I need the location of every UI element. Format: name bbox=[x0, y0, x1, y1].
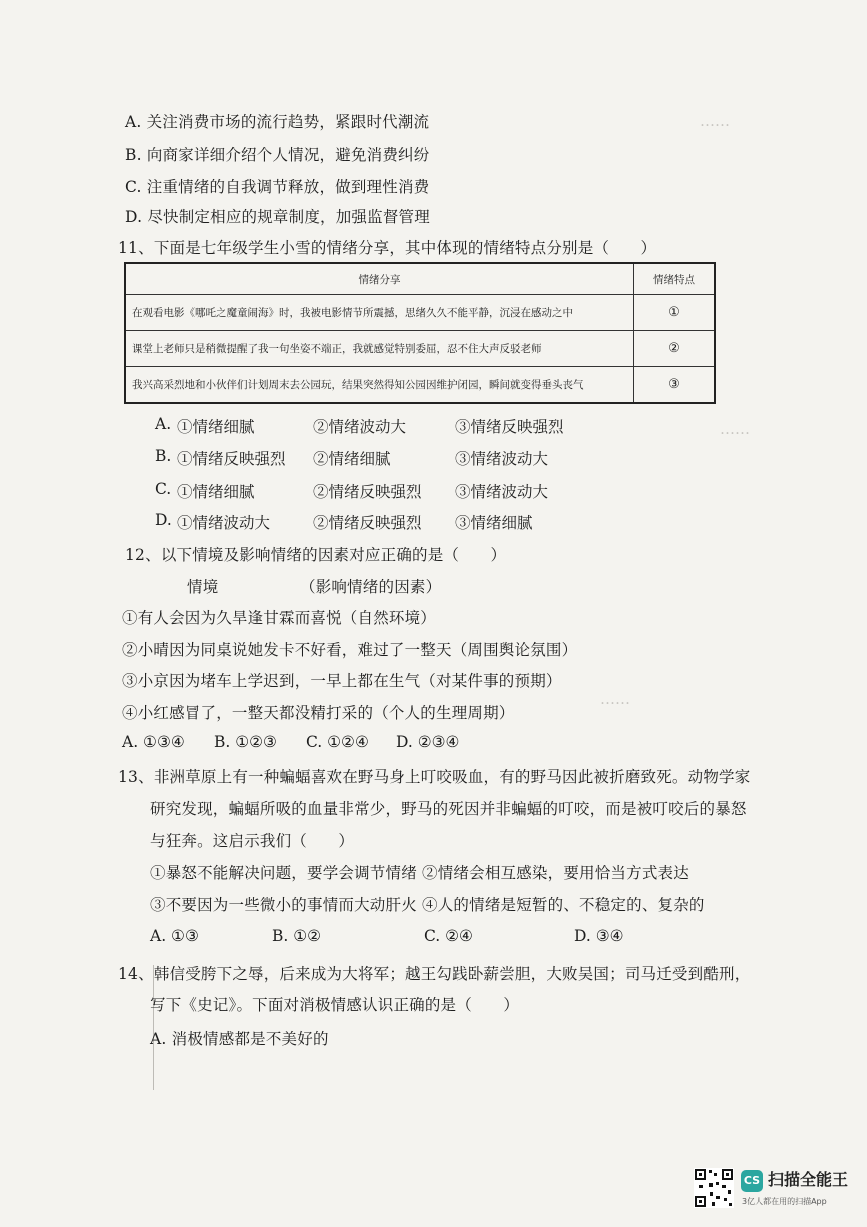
scanner-tagline: 3亿人都在用的扫描App bbox=[742, 1197, 827, 1206]
q12-option-c: C. ①②④ bbox=[306, 733, 369, 751]
q14-stem-line-2: 写下《史记》。下面对消极情感认识正确的是（ ） bbox=[150, 996, 520, 1014]
q12-header-situation: 情境 bbox=[187, 578, 219, 596]
option-part-2: ②情绪细腻 bbox=[313, 450, 391, 468]
q10-option-a: A. 关注消费市场的流行趋势，紧跟时代潮流 bbox=[125, 113, 430, 131]
q13-stem-line-2: 研究发现，蝙蝠所吸的血量非常少，野马的死因并非蝙蝠的叮咬，而是被叮咬后的暴怒 bbox=[150, 800, 747, 818]
q14-option-a: A. 消极情感都是不美好的 bbox=[150, 1030, 329, 1048]
table-row bbox=[125, 367, 715, 404]
qr-code-icon bbox=[694, 1168, 734, 1208]
bleed-through-text: …… bbox=[700, 112, 730, 130]
q13-option-c: C. ②④ bbox=[424, 927, 473, 945]
table-cell-share: 我兴高采烈地和小伙伴们计划周末去公园玩，结果突然得知公园因维护闭园，瞬间就变得垂头丧气 bbox=[125, 367, 634, 404]
option-part-1: ①情绪细腻 bbox=[177, 418, 255, 436]
q11-stem: 11、下面是七年级学生小雪的情绪分享，其中体现的情绪特点分别是（ ） bbox=[118, 239, 657, 257]
q13-item-1: ①暴怒不能解决问题，要学会调节情绪 ②情绪会相互感染，要用恰当方式表达 bbox=[150, 864, 689, 882]
option-part-1: ①情绪细腻 bbox=[177, 483, 255, 501]
q12-option-a: A. ①③④ bbox=[122, 733, 185, 751]
option-part-3: ③情绪反映强烈 bbox=[455, 418, 564, 436]
option-label: D. bbox=[155, 511, 172, 529]
q10-option-b: B. 向商家详细介绍个人情况，避免消费纠纷 bbox=[125, 146, 430, 164]
table-row bbox=[125, 331, 715, 367]
q13-item-2: ③不要因为一些微小的事情而大动肝火 ④人的情绪是短暂的、不稳定的、复杂的 bbox=[150, 896, 705, 914]
option-label: C. bbox=[155, 480, 172, 498]
q13-option-a: A. ①③ bbox=[150, 927, 199, 945]
option-part-2: ②情绪反映强烈 bbox=[313, 483, 422, 501]
table-cell-share: 在观看电影《哪吒之魔童闹海》时，我被电影情节所震撼，思绪久久不能平静，沉浸在感动之中 bbox=[125, 295, 634, 331]
table-header-share: 情绪分享 bbox=[125, 263, 634, 295]
q12-header-factor: （影响情绪的因素） bbox=[300, 578, 442, 596]
option-part-1: ①情绪波动大 bbox=[177, 514, 271, 532]
table-row bbox=[125, 295, 715, 331]
table-cell-trait: ① bbox=[634, 295, 716, 331]
table-header-trait: 情绪特点 bbox=[634, 263, 716, 295]
option-part-2: ②情绪反映强烈 bbox=[313, 514, 422, 532]
table-cell-trait: ③ bbox=[634, 367, 716, 404]
scanner-logo: CS bbox=[741, 1170, 763, 1192]
q12-item-4: ④小红感冒了，一整天都没精打采的（个人的生理周期） bbox=[122, 704, 515, 722]
q13-option-d: D. ③④ bbox=[574, 927, 624, 945]
q12-stem: 12、以下情境及影响情绪的因素对应正确的是（ ） bbox=[125, 546, 507, 564]
option-label: B. bbox=[155, 447, 172, 465]
option-part-1: ①情绪反映强烈 bbox=[177, 450, 286, 468]
table-header-row bbox=[125, 263, 715, 295]
q13-stem-line-1: 13、非洲草原上有一种蝙蝠喜欢在野马身上叮咬吸血，有的野马因此被折磨致死。动物学家 bbox=[118, 768, 751, 786]
option-part-3: ③情绪波动大 bbox=[455, 483, 549, 501]
q10-option-d: D. 尽快制定相应的规章制度，加强监督管理 bbox=[125, 208, 430, 226]
option-part-3: ③情绪波动大 bbox=[455, 450, 549, 468]
q13-option-b: B. ①② bbox=[272, 927, 322, 945]
emotion-share-table bbox=[124, 262, 716, 404]
q12-option-d: D. ②③④ bbox=[396, 733, 460, 751]
q12-item-1: ①有人会因为久旱逢甘霖而喜悦（自然环境） bbox=[122, 609, 437, 627]
table-cell-trait: ② bbox=[634, 331, 716, 367]
bleed-through-text: …… bbox=[720, 420, 750, 438]
q10-option-c: C. 注重情绪的自我调节释放，做到理性消费 bbox=[125, 178, 430, 196]
bleed-through-text: …… bbox=[600, 690, 630, 708]
q14-stem-line-1: 14、韩信受胯下之辱，后来成为大将军；越王勾践卧薪尝胆，大败吴国；司马迁受到酷刑， bbox=[118, 965, 751, 983]
q12-option-b: B. ①②③ bbox=[214, 733, 277, 751]
option-label: A. bbox=[155, 415, 172, 433]
q12-item-2: ②小晴因为同桌说她发卡不好看，难过了一整天（周围舆论氛围） bbox=[122, 641, 578, 659]
q13-stem-line-3: 与狂奔。这启示我们（ ） bbox=[150, 832, 355, 850]
scanner-app-name: 扫描全能王 bbox=[768, 1170, 849, 1189]
table-cell-share: 课堂上老师只是稍微提醒了我一句坐姿不端正，我就感觉特别委屈，忍不住大声反驳老师 bbox=[125, 331, 634, 367]
option-part-3: ③情绪细腻 bbox=[455, 514, 533, 532]
q12-item-3: ③小京因为堵车上学迟到，一早上都在生气（对某件事的预期） bbox=[122, 672, 562, 690]
option-part-2: ②情绪波动大 bbox=[313, 418, 407, 436]
